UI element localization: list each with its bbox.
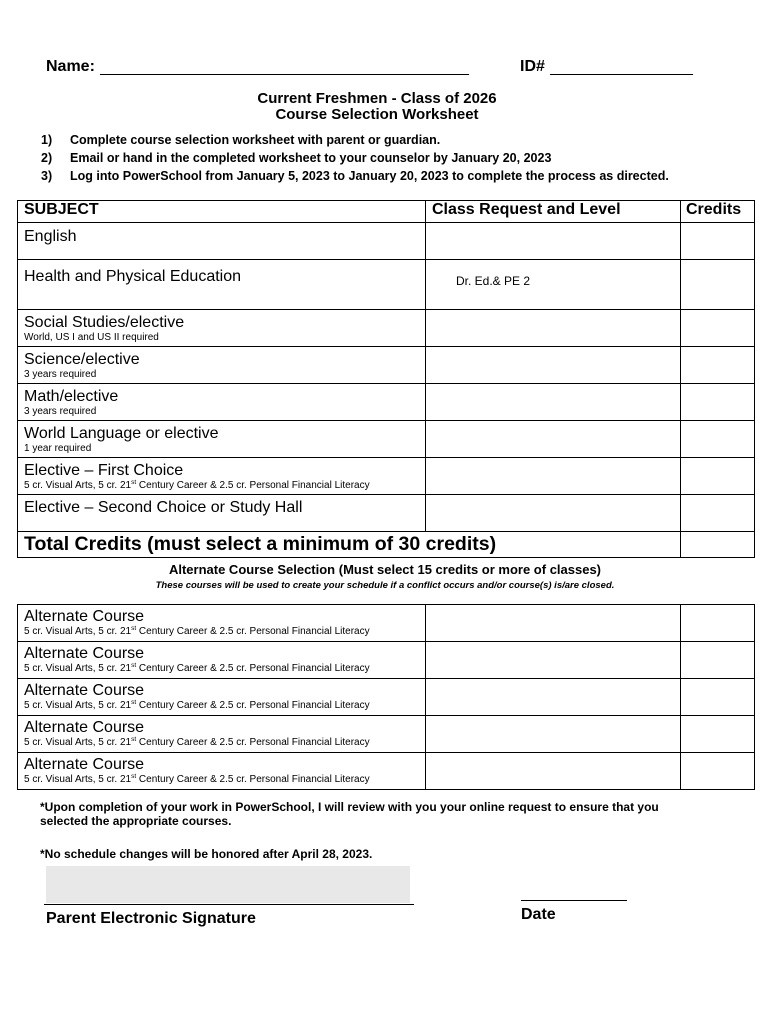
table-row bbox=[18, 384, 755, 421]
subject-name: Elective – First Choice bbox=[24, 462, 184, 479]
signature-field[interactable] bbox=[46, 866, 410, 903]
instruction-number: 3) bbox=[41, 169, 53, 183]
alternate-row bbox=[18, 716, 755, 753]
name-field[interactable] bbox=[100, 74, 469, 75]
alternate-course-note: 5 cr. Visual Arts, 5 cr. 21st Century Career & 2.5 cr. Personal Financial Literacy bbox=[24, 773, 370, 785]
subject-cell bbox=[18, 260, 426, 310]
instruction-text: Complete course selection worksheet with parent or guardian. bbox=[70, 133, 441, 147]
class-request-cell[interactable] bbox=[426, 421, 681, 458]
alternate-course-table bbox=[17, 604, 755, 790]
alternate-credits-cell[interactable] bbox=[681, 605, 755, 642]
total-credits-cell[interactable] bbox=[681, 532, 755, 558]
alternate-course-label: Alternate Course bbox=[24, 719, 145, 736]
subject-cell bbox=[18, 458, 426, 495]
class-request-cell[interactable] bbox=[426, 384, 681, 421]
subject-requirement: 3 years required bbox=[24, 406, 97, 417]
total-credits-label: Total Credits (must select a minimum of 30 credits) bbox=[18, 532, 681, 558]
table-row bbox=[18, 310, 755, 347]
instruction-item bbox=[41, 169, 669, 183]
instruction-text: Email or hand in the completed worksheet to your counselor by January 20, 2023 bbox=[70, 151, 552, 165]
alternate-course-label: Alternate Course bbox=[24, 645, 145, 662]
credits-cell[interactable] bbox=[681, 421, 755, 458]
alternate-request-cell[interactable] bbox=[426, 753, 681, 790]
credits-cell[interactable] bbox=[681, 310, 755, 347]
subject-name: Health and Physical Education bbox=[24, 268, 242, 285]
credits-cell[interactable] bbox=[681, 384, 755, 421]
alternate-course-label: Alternate Course bbox=[24, 608, 145, 625]
table-row bbox=[18, 223, 755, 260]
date-field[interactable] bbox=[521, 900, 627, 901]
alternate-row bbox=[18, 642, 755, 679]
instruction-text: Log into PowerSchool from January 5, 2023 to January 20, 2023 to complete the process as directed. bbox=[70, 169, 669, 183]
header-subject: SUBJECT bbox=[18, 201, 426, 223]
credits-cell[interactable] bbox=[681, 260, 755, 310]
alternate-row bbox=[18, 679, 755, 716]
id-label: ID# bbox=[520, 58, 545, 75]
subject-cell bbox=[18, 495, 426, 532]
subject-requirement: World, US I and US II required bbox=[24, 332, 159, 343]
alternate-section-subtitle: These courses will be used to create your schedule if a conflict occurs and/or course(s) is/are closed. bbox=[155, 580, 615, 591]
subject-name: Social Studies/elective bbox=[24, 314, 185, 331]
instruction-number: 2) bbox=[41, 151, 53, 165]
review-note: *Upon completion of your work in PowerSchool, I will review with you your online request to ensure that you selected the appropriate courses. bbox=[40, 800, 659, 828]
subject-cell bbox=[18, 384, 426, 421]
table-header-row bbox=[18, 201, 755, 223]
alternate-course-note: 5 cr. Visual Arts, 5 cr. 21st Century Career & 2.5 cr. Personal Financial Literacy bbox=[24, 699, 370, 711]
alternate-subject-cell bbox=[18, 605, 426, 642]
header-credits: Credits bbox=[681, 201, 755, 223]
subject-name: World Language or elective bbox=[24, 425, 219, 442]
subject-name: Elective – Second Choice or Study Hall bbox=[24, 499, 303, 516]
alternate-subject-cell bbox=[18, 642, 426, 679]
alternate-course-note: 5 cr. Visual Arts, 5 cr. 21st Century Career & 2.5 cr. Personal Financial Literacy bbox=[24, 625, 370, 637]
credits-cell[interactable] bbox=[681, 223, 755, 260]
alternate-credits-cell[interactable] bbox=[681, 642, 755, 679]
subject-requirement: 1 year required bbox=[24, 443, 92, 454]
schedule-change-note: *No schedule changes will be honored after April 28, 2023. bbox=[40, 847, 373, 861]
subject-cell bbox=[18, 347, 426, 384]
alternate-section-title: Alternate Course Selection (Must select 15 credits or more of classes) bbox=[168, 562, 602, 577]
signature-line bbox=[44, 904, 414, 905]
header-class-request: Class Request and Level bbox=[426, 201, 681, 223]
alternate-credits-cell[interactable] bbox=[681, 679, 755, 716]
class-request-cell[interactable] bbox=[426, 495, 681, 532]
class-request-cell[interactable] bbox=[426, 347, 681, 384]
subject-requirement: 5 cr. Visual Arts, 5 cr. 21st Century Career & 2.5 cr. Personal Financial Literacy bbox=[24, 479, 370, 491]
credits-cell[interactable] bbox=[681, 347, 755, 384]
alternate-credits-cell[interactable] bbox=[681, 716, 755, 753]
alternate-request-cell[interactable] bbox=[426, 605, 681, 642]
total-row bbox=[18, 532, 755, 558]
alternate-course-label: Alternate Course bbox=[24, 682, 145, 699]
alternate-request-cell[interactable] bbox=[426, 716, 681, 753]
table-row bbox=[18, 347, 755, 384]
table-row bbox=[18, 458, 755, 495]
id-field[interactable] bbox=[550, 74, 693, 75]
alternate-row bbox=[18, 753, 755, 790]
subject-name: Math/elective bbox=[24, 388, 119, 405]
class-request-cell[interactable] bbox=[426, 223, 681, 260]
instruction-item bbox=[41, 151, 551, 165]
subject-cell bbox=[18, 310, 426, 347]
alternate-request-cell[interactable] bbox=[426, 642, 681, 679]
class-request-cell[interactable] bbox=[426, 260, 681, 310]
subject-requirement: 3 years required bbox=[24, 369, 97, 380]
class-request-cell[interactable] bbox=[426, 458, 681, 495]
alternate-credits-cell[interactable] bbox=[681, 753, 755, 790]
alternate-course-label: Alternate Course bbox=[24, 756, 145, 773]
alternate-course-note: 5 cr. Visual Arts, 5 cr. 21st Century Career & 2.5 cr. Personal Financial Literacy bbox=[24, 736, 370, 748]
course-selection-table bbox=[17, 200, 755, 558]
alternate-course-note: 5 cr. Visual Arts, 5 cr. 21st Century Career & 2.5 cr. Personal Financial Literacy bbox=[24, 662, 370, 674]
subject-cell bbox=[18, 421, 426, 458]
alternate-request-cell[interactable] bbox=[426, 679, 681, 716]
page-subtitle: Course Selection Worksheet bbox=[275, 106, 479, 123]
signature-label: Parent Electronic Signature bbox=[46, 910, 256, 927]
subject-name: English bbox=[24, 228, 77, 245]
date-label: Date bbox=[521, 906, 556, 923]
table-row bbox=[18, 495, 755, 532]
table-row bbox=[18, 260, 755, 310]
subject-name: Science/elective bbox=[24, 351, 140, 368]
instruction-number: 1) bbox=[41, 133, 53, 147]
alternate-subject-cell bbox=[18, 679, 426, 716]
subject-cell bbox=[18, 223, 426, 260]
alternate-row bbox=[18, 605, 755, 642]
table-row bbox=[18, 421, 755, 458]
instruction-item bbox=[41, 133, 440, 147]
class-request-cell[interactable] bbox=[426, 310, 681, 347]
class-request-value: Dr. Ed.& PE 2 bbox=[456, 274, 531, 288]
page-title: Current Freshmen - Class of 2026 bbox=[257, 90, 497, 107]
credits-cell[interactable] bbox=[681, 458, 755, 495]
name-label: Name: bbox=[46, 58, 95, 75]
alternate-subject-cell bbox=[18, 753, 426, 790]
alternate-subject-cell bbox=[18, 716, 426, 753]
credits-cell[interactable] bbox=[681, 495, 755, 532]
